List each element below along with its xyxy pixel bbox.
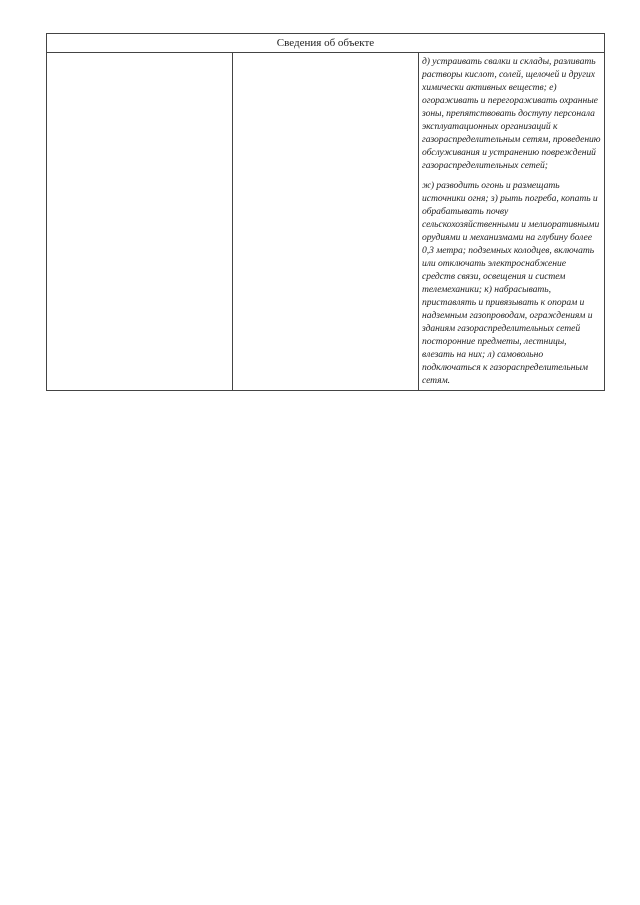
restriction-paragraph-2: ж) разводить огонь и размещать источники огня; з) рыть погреба, копать и обрабатывать почву сельскохозяйственными и мелиоративными орудиями и механизмами на глубину более 0,3 метра; подземных колодцев, включать или отключать электроснабжение средств связи, освещения и систем телемеханики; к) набрасывать, приставлять и привязывать к опорам и надземным газопроводам, ограждениям и зданиям газораспределительных сетей посторонние предметы, лестницы, влезать на них; л) самовольно подключаться к газораспределительным сетям. <box>422 180 600 386</box>
row-name-cell <box>233 53 419 391</box>
table-row <box>47 53 605 391</box>
table-header-title: Сведения об объекте <box>47 34 605 53</box>
object-info-table <box>46 33 605 391</box>
restriction-paragraph-1: д) устраивать свалки и склады, разливать растворы кислот, солей, щелочей и других химически активных веществ; е) огораживать и перегораживать охранные зоны, препятствовать доступу персонала эксплуатационных организаций к газораспределительным сетям, проведению обслуживания и устранению повреждений газораспределительных сетей; <box>422 56 601 171</box>
table-header-row <box>47 34 605 53</box>
row-number-cell <box>47 53 233 391</box>
row-value-cell <box>419 53 605 391</box>
